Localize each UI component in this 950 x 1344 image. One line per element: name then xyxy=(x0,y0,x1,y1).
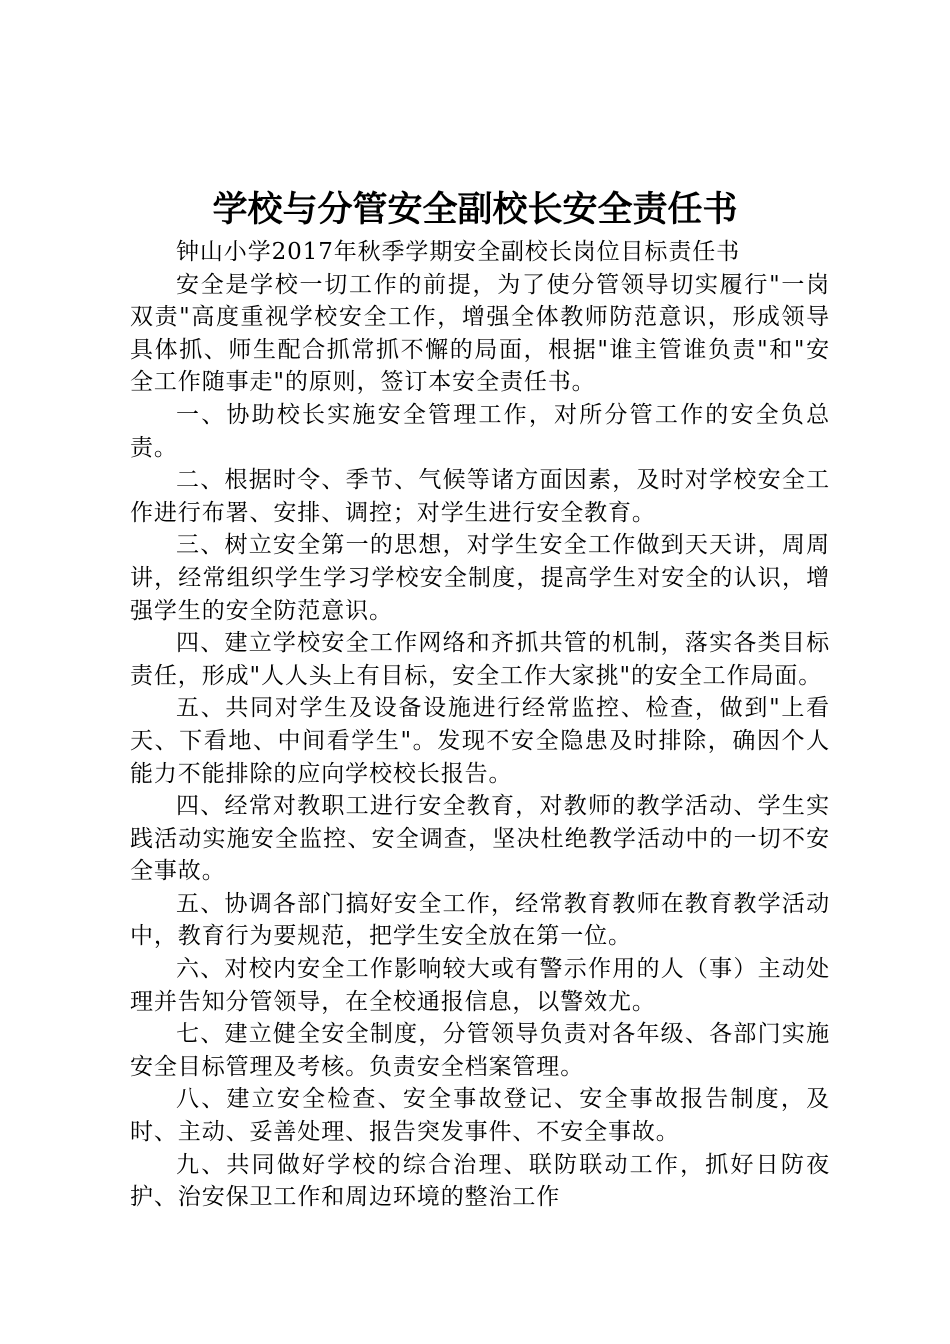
clause-paragraph: 一、协助校长实施安全管理工作，对所分管工作的安全负总责。 xyxy=(130,401,830,461)
clause-paragraph: 九、共同做好学校的综合治理、联防联动工作，抓好日防夜护、治安保卫工作和周边环境的整治工作 xyxy=(130,1151,830,1211)
clause-paragraph: 五、协调各部门搞好安全工作，经常教育教师在教育教学活动中，教育行为要规范，把学生安全放在第一位。 xyxy=(130,890,830,950)
clause-paragraph: 四、经常对教职工进行安全教育，对教师的教学活动、学生实践活动实施安全监控、安全调查，坚决杜绝教学活动中的一切不安全事故。 xyxy=(130,793,830,885)
clause-paragraph: 二、根据时令、季节、气候等诸方面因素，及时对学校安全工作进行布署、安排、调控；对学生进行安全教育。 xyxy=(130,467,830,526)
clause-paragraph: 六、对校内安全工作影响较大或有警示作用的人（事）主动处理并告知分管领导，在全校通报信息，以警效尤。 xyxy=(130,956,830,1015)
subtitle-paragraph: 钟山小学2017年秋季学期安全副校长岗位目标责任书 xyxy=(176,239,741,265)
intro-paragraph: 安全是学校一切工作的前提，为了使分管领导切实履行"一岗双责"高度重视学校安全工作，增强全体教师防范意识，形成领导具体抓、师生配合抓常抓不懈的局面，根据"谁主管谁负责"和"安全工作随事走"的原则，签订本安全责任书。 xyxy=(130,271,830,396)
clause-paragraph: 七、建立健全安全制度，分管领导负责对各年级、各部门实施安全目标管理及考核。负责安全档案管理。 xyxy=(130,1021,830,1080)
clause-paragraph: 五、共同对学生及设备设施进行经常监控、检查，做到"上看天、下看地、中间看学生"。发现不安全隐患及时排除，确因个人能力不能排除的应向学校校长报告。 xyxy=(130,695,830,787)
clause-paragraph: 三、树立安全第一的思想，对学生安全工作做到天天讲，周周讲，经常组织学生学习学校安全制度，提高学生对安全的认识，增强学生的安全防范意识。 xyxy=(130,532,830,624)
clause-paragraph: 八、建立安全检查、安全事故登记、安全事故报告制度，及时、主动、妥善处理、报告突发事件、不安全事故。 xyxy=(130,1086,830,1146)
clause-paragraph: 四、建立学校安全工作网络和齐抓共管的机制，落实各类目标责任，形成"人人头上有目标，安全工作大家挑"的安全工作局面。 xyxy=(130,630,830,689)
document-title: 学校与分管安全副校长安全责任书 xyxy=(212,189,738,230)
document-body xyxy=(130,236,830,1214)
